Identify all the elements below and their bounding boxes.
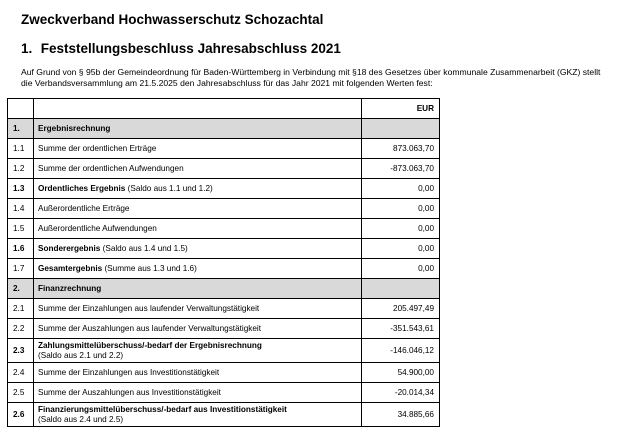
table-row bbox=[8, 239, 440, 259]
row-number: 1.4 bbox=[8, 199, 34, 219]
table-row bbox=[8, 259, 440, 279]
row-value: 0,00 bbox=[362, 239, 440, 259]
row-number: 2.5 bbox=[8, 383, 34, 403]
row-label bbox=[34, 199, 362, 219]
row-label-text: Ordentliches Ergebnis bbox=[38, 184, 126, 193]
intro-line-1: Auf Grund von § 95b der Gemeindeordnung für Baden-Württemberg in Verbindung mit §18 des Gesetzes über kommunale Zusammenarbeit (GKZ) stellt bbox=[21, 67, 601, 77]
table-row bbox=[8, 179, 440, 199]
row-label bbox=[34, 319, 362, 339]
row-value: -20.014,34 bbox=[362, 383, 440, 403]
table-row bbox=[8, 363, 440, 383]
row-number: 2.3 bbox=[8, 339, 34, 363]
row-value: 0,00 bbox=[362, 179, 440, 199]
row-label bbox=[34, 383, 362, 403]
group-number: 2. bbox=[8, 279, 34, 299]
table-row bbox=[8, 199, 440, 219]
group-label: Ergebnisrechnung bbox=[34, 119, 362, 139]
row-label-text: Summe der Auszahlungen aus Investitionstätigkeit bbox=[38, 388, 221, 397]
row-note: (Saldo aus 1.1 und 1.2) bbox=[127, 184, 213, 193]
table-row bbox=[8, 319, 440, 339]
row-note: (Saldo aus 1.4 und 1.5) bbox=[102, 244, 188, 253]
row-label bbox=[34, 159, 362, 179]
section-heading bbox=[21, 41, 341, 56]
header-empty-cell bbox=[8, 99, 34, 119]
row-label bbox=[34, 403, 362, 427]
row-note: (Saldo aus 2.4 und 2.5) bbox=[38, 414, 124, 424]
table-header-row bbox=[8, 99, 440, 119]
row-value: 873.063,70 bbox=[362, 139, 440, 159]
row-value: 34.885,66 bbox=[362, 403, 440, 427]
row-number: 1.2 bbox=[8, 159, 34, 179]
table-row bbox=[8, 299, 440, 319]
row-number: 2.1 bbox=[8, 299, 34, 319]
row-label bbox=[34, 239, 362, 259]
row-label-text: Summe der Auszahlungen aus laufender Verwaltungstätigkeit bbox=[38, 324, 262, 333]
header-empty-cell bbox=[34, 99, 362, 119]
row-value: 0,00 bbox=[362, 259, 440, 279]
row-number: 1.1 bbox=[8, 139, 34, 159]
row-label-text: Gesamtergebnis bbox=[38, 264, 103, 273]
row-value: 0,00 bbox=[362, 199, 440, 219]
row-value: -873.063,70 bbox=[362, 159, 440, 179]
row-label bbox=[34, 179, 362, 199]
row-label bbox=[34, 139, 362, 159]
financial-statement-table bbox=[7, 98, 440, 427]
document-title: Zweckverband Hochwasserschutz Schozachtal bbox=[21, 12, 324, 27]
row-value: 54.900,00 bbox=[362, 363, 440, 383]
row-number: 1.7 bbox=[8, 259, 34, 279]
row-label-text: Summe der Einzahlungen aus laufender Verwaltungstätigkeit bbox=[38, 304, 260, 313]
table-row bbox=[8, 339, 440, 363]
group-row-ergebnisrechnung bbox=[8, 119, 440, 139]
row-number: 2.2 bbox=[8, 319, 34, 339]
row-label-text: Finanzierungsmittelüberschuss/-bedarf aus Investitionstätigkeit bbox=[38, 405, 287, 414]
row-label bbox=[34, 363, 362, 383]
row-number: 1.5 bbox=[8, 219, 34, 239]
table-row bbox=[8, 383, 440, 403]
row-value: 0,00 bbox=[362, 219, 440, 239]
row-label-text: Außerordentliche Aufwendungen bbox=[38, 224, 157, 233]
intro-line-2: die Verbandsversammlung am 21.5.2025 den Jahresabschluss für das Jahr 2021 mit folgenden Werten fest: bbox=[21, 78, 433, 88]
group-value-empty bbox=[362, 279, 440, 299]
intro-paragraph bbox=[21, 67, 616, 89]
group-label: Finanzrechnung bbox=[34, 279, 362, 299]
row-label-text: Zahlungsmittelüberschuss/-bedarf der Ergebnisrechnung bbox=[38, 341, 262, 350]
table-row bbox=[8, 403, 440, 427]
group-row-finanzrechnung bbox=[8, 279, 440, 299]
row-label-text: Sonderergebnis bbox=[38, 244, 101, 253]
row-label-text: Summe der ordentlichen Erträge bbox=[38, 144, 157, 153]
row-label bbox=[34, 259, 362, 279]
row-note: (Saldo aus 2.1 und 2.2) bbox=[38, 350, 124, 360]
group-value-empty bbox=[362, 119, 440, 139]
row-value: -351.543,61 bbox=[362, 319, 440, 339]
row-value: -146.046,12 bbox=[362, 339, 440, 363]
currency-header: EUR bbox=[362, 99, 440, 119]
row-label-text: Außerordentliche Erträge bbox=[38, 204, 130, 213]
row-label bbox=[34, 339, 362, 363]
row-note: (Summe aus 1.3 und 1.6) bbox=[104, 264, 197, 273]
table-row bbox=[8, 219, 440, 239]
group-number: 1. bbox=[8, 119, 34, 139]
section-title: Feststellungsbeschluss Jahresabschluss 2021 bbox=[40, 41, 341, 56]
row-label bbox=[34, 219, 362, 239]
row-label-text: Summe der ordentlichen Aufwendungen bbox=[38, 164, 184, 173]
row-value: 205.497,49 bbox=[362, 299, 440, 319]
row-label bbox=[34, 299, 362, 319]
row-number: 1.6 bbox=[8, 239, 34, 259]
row-number: 2.6 bbox=[8, 403, 34, 427]
row-number: 2.4 bbox=[8, 363, 34, 383]
table-row bbox=[8, 139, 440, 159]
table-row bbox=[8, 159, 440, 179]
row-number: 1.3 bbox=[8, 179, 34, 199]
row-label-text: Summe der Einzahlungen aus Investitionstätigkeit bbox=[38, 368, 220, 377]
section-number: 1. bbox=[21, 41, 33, 56]
